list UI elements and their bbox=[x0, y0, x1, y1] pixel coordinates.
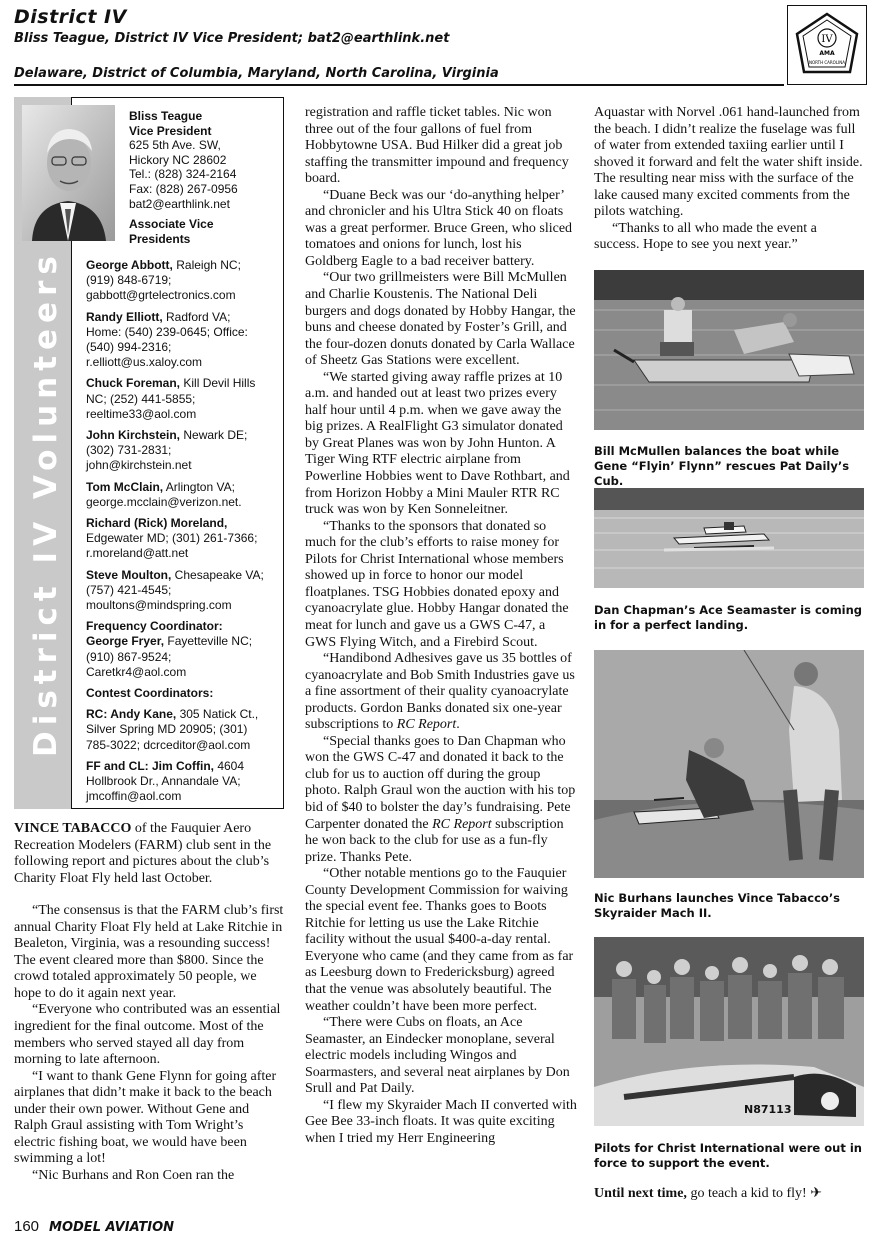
vp-address2: Hickory NC 28602 bbox=[129, 152, 227, 167]
photo-boat-rescue bbox=[594, 270, 864, 430]
vp-tel: Tel.: (828) 324-2164 bbox=[129, 167, 237, 182]
district-states: Delaware, District of Columbia, Maryland, North Carolina, Virginia bbox=[14, 66, 499, 81]
logo-state: NORTH CAROLINA bbox=[809, 60, 845, 65]
vp-contact-line: Bliss Teague, District IV Vice President; bat2@earthlink.net bbox=[14, 31, 450, 46]
contact-entry: Randy Elliott, Radford VA; Home: (540) 239-0645; Office: (540) 994-2316; r.elliott@us.xaloy.com bbox=[86, 309, 248, 370]
ama-plane-icon: ✈ bbox=[810, 1186, 822, 1201]
vp-fax: Fax: (828) 267-0956 bbox=[129, 181, 238, 196]
body-paragraph: “Our two grillmeisters were Bill McMullen and Charlie Koustenis. The National Deli burgers and dogs donated by Hobby Hangar, the buns and cheese donated by Foster’s Grill, and the four-dozen donuts donated by Carla Wallace of Sheetz Gas Stations were excellent. bbox=[305, 270, 576, 369]
body-paragraph: registration and raffle ticket tables. Nic won three out of the four gallons of fuel from Hobbytowne USA. Bud Hilker did a great job staffing the transmitter impound and frequency board. bbox=[305, 105, 569, 187]
publication-name: MODEL AVIATION bbox=[49, 1220, 175, 1235]
logo-numeral: IV bbox=[821, 34, 833, 45]
body-paragraph: “There were Cubs on floats, an Ace Seamaster, an Eindecker monoplane, several electric models including Wingos and Soarmasters, and several neat airplanes by Don Srull and Pat Daily. bbox=[305, 1015, 570, 1097]
vp-portrait bbox=[22, 105, 115, 241]
sidebar-vertical-title: District IV Volunteers bbox=[28, 250, 64, 757]
aircraft-registration: N87113 bbox=[744, 1103, 792, 1116]
caption-1: Bill McMullen balances the boat while Gene “Flyin’ Flynn” rescues Pat Daily’s Cub. bbox=[594, 444, 850, 488]
contact-email[interactable]: reeltime33@aol.com bbox=[86, 406, 197, 421]
contest-entry: RC: Andy Kane, 305 Natick Ct., Silver Spring MD 20905; (301) 785-3022; dcrceditor@aol.com bbox=[86, 707, 259, 752]
body-paragraph: Aquastar with Norvel .061 hand-launched from the beach. I didn’t realize the fuselage was full of water from extended taxiing earlier until I shoved it forward and felt the water shift inside. The resulting near miss with the surface of the lake caused many excited comments from the pilots watching. bbox=[594, 105, 863, 220]
contact-email[interactable]: Caretkr4@aol.com bbox=[86, 664, 187, 679]
vp-email[interactable]: bat2@earthlink.net bbox=[129, 196, 230, 211]
district-logo bbox=[787, 5, 867, 85]
header-rule bbox=[14, 84, 784, 86]
contest-entry: FF and CL: Jim Coffin, 4604 Hollbrook Dr., Annandale VA; jmcoffin@aol.com bbox=[86, 758, 245, 804]
district-title: District IV bbox=[14, 6, 127, 28]
contact-list bbox=[86, 258, 282, 811]
photo-skyraider-launch bbox=[594, 650, 864, 878]
body-paragraph: “Thanks to the sponsors that donated so much for the club’s efforts to raise money for Pilots for Christ International whose members showed up in force to honor our model floatplanes. TSG Hobbies donated epoxy and cyanoacrylate glue. Hobby Hangar donated the meat for lunch and gave us a GWS C-47, a GWS Flying Witch, and a Firebird Scout. bbox=[305, 518, 569, 650]
body-paragraph: “Everyone who contributed was an essential ingredient for the final outcome. Most of the members who served stayed all day from morning to late afternoon. bbox=[14, 1002, 281, 1068]
contact-entry: Tom McClain, Arlington VA; george.mcclain@verizon.net. bbox=[86, 479, 242, 509]
article-column-2 bbox=[305, 105, 577, 1147]
vp-name: Bliss Teague bbox=[129, 109, 203, 123]
assoc-heading: Associate Vice Presidents bbox=[129, 217, 214, 246]
contact-email[interactable]: john@kirchstein.net bbox=[86, 458, 192, 473]
logo-org: AMA bbox=[819, 50, 835, 57]
body-paragraph: “I flew my Skyraider Mach II converted with Gee Bee 33-inch floats. It was quite exciting when I tried my Herr Engineering bbox=[305, 1097, 577, 1146]
body-paragraph: “Special thanks goes to Dan Chapman who won the GWS C-47 and donated it back to the club for us to auction off during the group photo. Ralph Graul won the auction with his top bid of $40 to bolster the day’s fundraising. Pete Carpenter donated the RC Report subscription he won back to the club for use as a fun-fly prize. Thanks Pete. bbox=[305, 733, 576, 865]
article-column-3 bbox=[594, 105, 864, 254]
contact-email[interactable]: gabbott@grtelectronics.com bbox=[86, 288, 236, 303]
contact-entry: Steve Moulton, Chesapeake VA; (757) 421-4545; moultons@mindspring.com bbox=[86, 567, 264, 613]
photo-group bbox=[594, 937, 864, 1126]
freq-coordinator: Frequency Coordinator: George Fryer, Fayetteville NC; (910) 867-9524; Caretkr4@aol.com bbox=[86, 619, 253, 679]
body-paragraph: “I want to thank Gene Flynn for going after airplanes that didn’t make it back to the beach under their own power. Without Gene and Ralph Graul assisting with Tom Wright’s electric fishing boat, we would have been swimming a lot! bbox=[14, 1068, 277, 1167]
body-paragraph: “Nic Burhans and Ron Coen ran the bbox=[32, 1167, 235, 1183]
body-paragraph: “The consensus is that the FARM club’s first annual Charity Float Fly held at Lake Ritchie in Bealeton, Virginia, was a resounding success! The event cleared more than $800. Since the crowd totaled approximately 50 people, we hope to do it again next year. bbox=[14, 903, 284, 1001]
signoff: Until next time, go teach a kid to fly! ✈ bbox=[594, 1186, 822, 1201]
vp-block bbox=[129, 109, 259, 246]
caption-2: Dan Chapman’s Ace Seamaster is coming in for a perfect landing. bbox=[594, 603, 863, 632]
body-paragraph: “Other notable mentions go to the Fauquier County Development Commission for waiving the special event fee. Thanks goes to Boots Ritchie for letting us use the Lake Ritchie facility without the usual $400-a-day rental. Everyone who came (and they came from as far as Leesburg down to Fredericksburg) agreed that the venue was absolutely beautiful. The weather couldn’t have been more perfect. bbox=[305, 866, 574, 1014]
article-column-1 bbox=[14, 821, 284, 1184]
page-footer bbox=[14, 1218, 174, 1235]
contact-entry: John Kirchstein, Newark DE; (302) 731-2831; john@kirchstein.net bbox=[86, 428, 248, 473]
contact-email[interactable]: george.mcclain@verizon.net. bbox=[86, 494, 242, 509]
body-paragraph: “Thanks to all who made the event a success. Hope to see you next year.” bbox=[594, 220, 817, 253]
vp-title: Vice President bbox=[129, 123, 212, 138]
contact-entry: George Abbott, Raleigh NC; (919) 848-6719; gabbott@grtelectronics.com bbox=[86, 258, 241, 303]
contact-email[interactable]: r.elliott@us.xaloy.com bbox=[86, 355, 202, 370]
body-paragraph: “Handibond Adhesives gave us 35 bottles of cyanoacrylate and Bob Smith Industries gave us a fine assortment of their quality cyanoacrylate products. Gordon Banks donated six one-year subscriptions to RC Report. bbox=[305, 651, 575, 733]
caption-3: Nic Burhans launches Vince Tabacco’s Skyraider Mach II. bbox=[594, 891, 841, 920]
photo-ace-seamaster bbox=[594, 488, 864, 588]
contact-entry: Richard (Rick) Moreland, Edgewater MD; (301) 261-7366; r.moreland@att.net bbox=[86, 516, 258, 561]
contact-entry: Chuck Foreman, Kill Devil Hills NC; (252) 441-5855; reeltime33@aol.com bbox=[86, 376, 256, 421]
contest-heading: Contest Coordinators: bbox=[86, 686, 214, 701]
body-paragraph: “Duane Beck was our ‘do-anything helper’ and chronicler and his Ultra Stick 40 on floats was a great performer. Bruce Green, who sliced tomatoes and onions for lunch, lost his Goldberg Eagle to a bad receiver battery. bbox=[305, 187, 573, 269]
page-number: 160 bbox=[14, 1218, 40, 1235]
body-paragraph: “We started giving away raffle prizes at 10 a.m. and handed out at least two prizes every half hour until 4 p.m. when we gave away the big prizes. A RealFlight G3 simulator donated by Great Planes was won by John Hunton. A Tiger Wing RTF electric airplane from Powerline Hobbies went to Dave Rothbart, and from Horizon Hobby a Mini Mauler RTR RC truck was won by Ken Sonneleitner. bbox=[305, 369, 570, 518]
contact-email[interactable]: moultons@mindspring.com bbox=[86, 598, 232, 613]
intro-paragraph: VINCE TABACCO of the Fauquier Aero Recreation Modelers (FARM) club sent in the following report and pictures about the club’s Charity Float Fly held last October. bbox=[14, 821, 272, 886]
caption-4: Pilots for Christ International were out in force to support the event. bbox=[594, 1141, 862, 1170]
contact-email[interactable]: jmcoffin@aol.com bbox=[86, 789, 182, 804]
contact-email[interactable]: r.moreland@att.net bbox=[86, 546, 189, 561]
vp-address1: 625 5th Ave. SW, bbox=[129, 138, 221, 153]
